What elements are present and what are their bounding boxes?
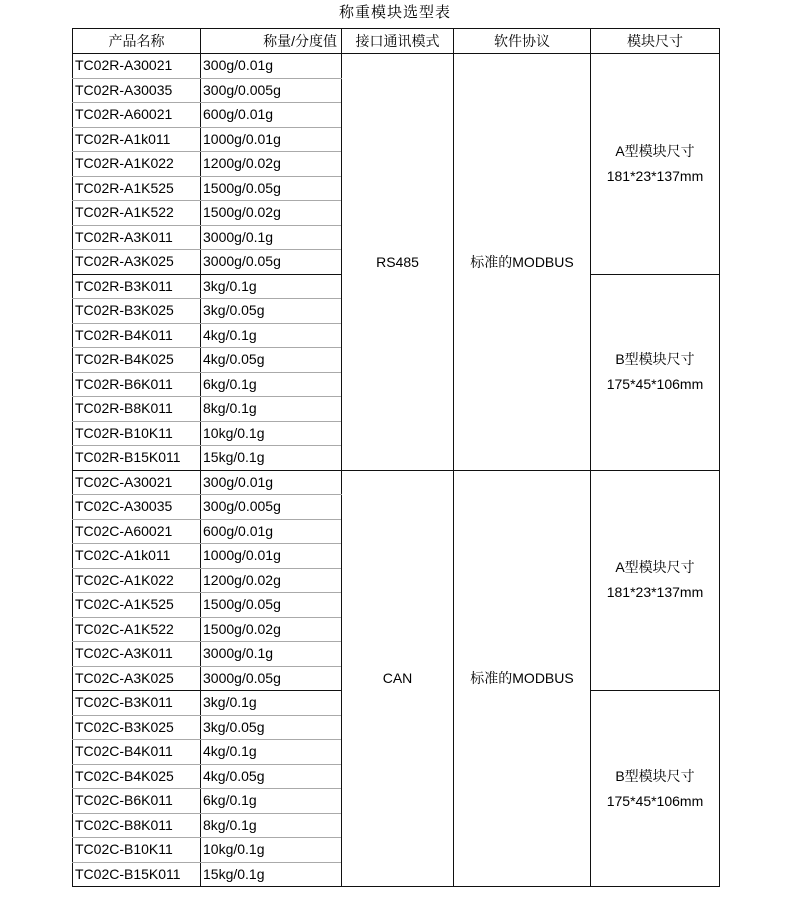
module-size-dimensions: 175*45*106mm (606, 376, 704, 392)
module-size-label: A型模块尺寸 (615, 142, 695, 159)
module-size-cell (591, 274, 720, 470)
range-cell: 1500g/0.05g (201, 176, 342, 201)
range-cell: 1500g/0.05g (201, 593, 342, 618)
range-cell: 3kg/0.05g (201, 299, 342, 324)
product-name-cell: TC02C-B15K011 (73, 862, 201, 887)
range-cell: 15kg/0.1g (201, 862, 342, 887)
table-body (73, 54, 720, 887)
range-cell: 1500g/0.02g (201, 617, 342, 642)
table-row (73, 54, 720, 79)
range-cell: 1200g/0.02g (201, 568, 342, 593)
table-row (73, 470, 720, 495)
range-cell: 300g/0.005g (201, 495, 342, 520)
module-size-label: B型模块尺寸 (615, 767, 695, 784)
range-cell: 6kg/0.1g (201, 372, 342, 397)
module-size-label: A型模块尺寸 (615, 559, 695, 576)
product-name-cell: TC02C-B4K025 (73, 764, 201, 789)
range-cell: 10kg/0.1g (201, 838, 342, 863)
range-cell: 4kg/0.05g (201, 764, 342, 789)
product-name-cell: TC02C-A30035 (73, 495, 201, 520)
range-cell: 1500g/0.02g (201, 201, 342, 226)
product-name-cell: TC02R-A30021 (73, 54, 201, 79)
product-name-cell: TC02R-B15K011 (73, 446, 201, 471)
product-name-cell: TC02R-A3K025 (73, 250, 201, 275)
header-row (73, 29, 720, 54)
product-name-cell: TC02R-B10K11 (73, 421, 201, 446)
product-name-cell: TC02R-B4K025 (73, 348, 201, 373)
range-cell: 15kg/0.1g (201, 446, 342, 471)
header-product-name: 产品名称 (73, 29, 201, 54)
product-name-cell: TC02R-A1k011 (73, 127, 201, 152)
module-size-dimensions: 175*45*106mm (606, 792, 704, 809)
range-cell: 8kg/0.1g (201, 397, 342, 422)
product-name-cell: TC02C-A30021 (73, 470, 201, 495)
range-cell: 4kg/0.05g (201, 348, 342, 373)
range-cell: 300g/0.01g (201, 54, 342, 79)
range-cell: 4kg/0.1g (201, 740, 342, 765)
product-name-cell: TC02R-B3K011 (73, 274, 201, 299)
range-cell: 3kg/0.1g (201, 691, 342, 716)
product-name-cell: TC02C-A1K022 (73, 568, 201, 593)
product-name-cell: TC02C-A3K025 (73, 666, 201, 691)
product-name-cell: TC02R-A30035 (73, 78, 201, 103)
product-name-cell: TC02R-A1K522 (73, 201, 201, 226)
range-cell: 1200g/0.02g (201, 152, 342, 177)
range-cell: 1000g/0.01g (201, 544, 342, 569)
protocol-cell: 标准的MODBUS (454, 470, 591, 887)
range-cell: 3000g/0.05g (201, 250, 342, 275)
range-cell: 3000g/0.1g (201, 225, 342, 250)
product-name-cell: TC02C-B4K011 (73, 740, 201, 765)
header-module-size: 模块尺寸 (591, 29, 720, 54)
range-cell: 4kg/0.1g (201, 323, 342, 348)
range-cell: 1000g/0.01g (201, 127, 342, 152)
product-name-cell: TC02R-B8K011 (73, 397, 201, 422)
interface-cell: CAN (342, 470, 454, 887)
header-range: 称量/分度值 (201, 29, 342, 54)
interface-cell: RS485 (342, 54, 454, 471)
product-name-cell: TC02C-A60021 (73, 519, 201, 544)
range-cell: 600g/0.01g (201, 103, 342, 128)
module-size-label: B型模块尺寸 (615, 351, 695, 367)
product-name-cell: TC02R-A1K022 (73, 152, 201, 177)
product-name-cell: TC02C-A1K525 (73, 593, 201, 618)
module-size-cell (591, 691, 720, 887)
product-name-cell: TC02C-B3K011 (73, 691, 201, 716)
module-size-cell (591, 54, 720, 275)
product-name-cell: TC02C-A1K522 (73, 617, 201, 642)
product-name-cell: TC02C-B6K011 (73, 789, 201, 814)
product-name-cell: TC02R-B3K025 (73, 299, 201, 324)
page-title: 称重模块选型表 (338, 4, 451, 21)
protocol-cell: 标准的MODBUS (454, 54, 591, 471)
header-protocol: 软件协议 (454, 29, 591, 54)
range-cell: 10kg/0.1g (201, 421, 342, 446)
product-name-cell: TC02C-B10K11 (73, 838, 201, 863)
range-cell: 3000g/0.1g (201, 642, 342, 667)
range-cell: 6kg/0.1g (201, 789, 342, 814)
range-cell: 600g/0.01g (201, 519, 342, 544)
product-name-cell: TC02C-B3K025 (73, 715, 201, 740)
range-cell: 300g/0.005g (201, 78, 342, 103)
product-name-cell: TC02R-B6K011 (73, 372, 201, 397)
product-name-cell: TC02C-A1k011 (73, 544, 201, 569)
product-name-cell: TC02C-B8K011 (73, 813, 201, 838)
product-name-cell: TC02R-A1K525 (73, 176, 201, 201)
product-name-cell: TC02C-A3K011 (73, 642, 201, 667)
product-name-cell: TC02R-A60021 (73, 103, 201, 128)
module-size-cell (591, 470, 720, 691)
range-cell: 3000g/0.05g (201, 666, 342, 691)
product-name-cell: TC02R-B4K011 (73, 323, 201, 348)
range-cell: 300g/0.01g (201, 470, 342, 495)
range-cell: 3kg/0.1g (201, 274, 342, 299)
module-size-dimensions: 181*23*137mm (606, 584, 704, 601)
range-cell: 3kg/0.05g (201, 715, 342, 740)
range-cell: 8kg/0.1g (201, 813, 342, 838)
module-size-dimensions: 181*23*137mm (606, 167, 704, 184)
product-name-cell: TC02R-A3K011 (73, 225, 201, 250)
selection-table (72, 28, 720, 887)
header-interface: 接口通讯模式 (342, 29, 454, 54)
